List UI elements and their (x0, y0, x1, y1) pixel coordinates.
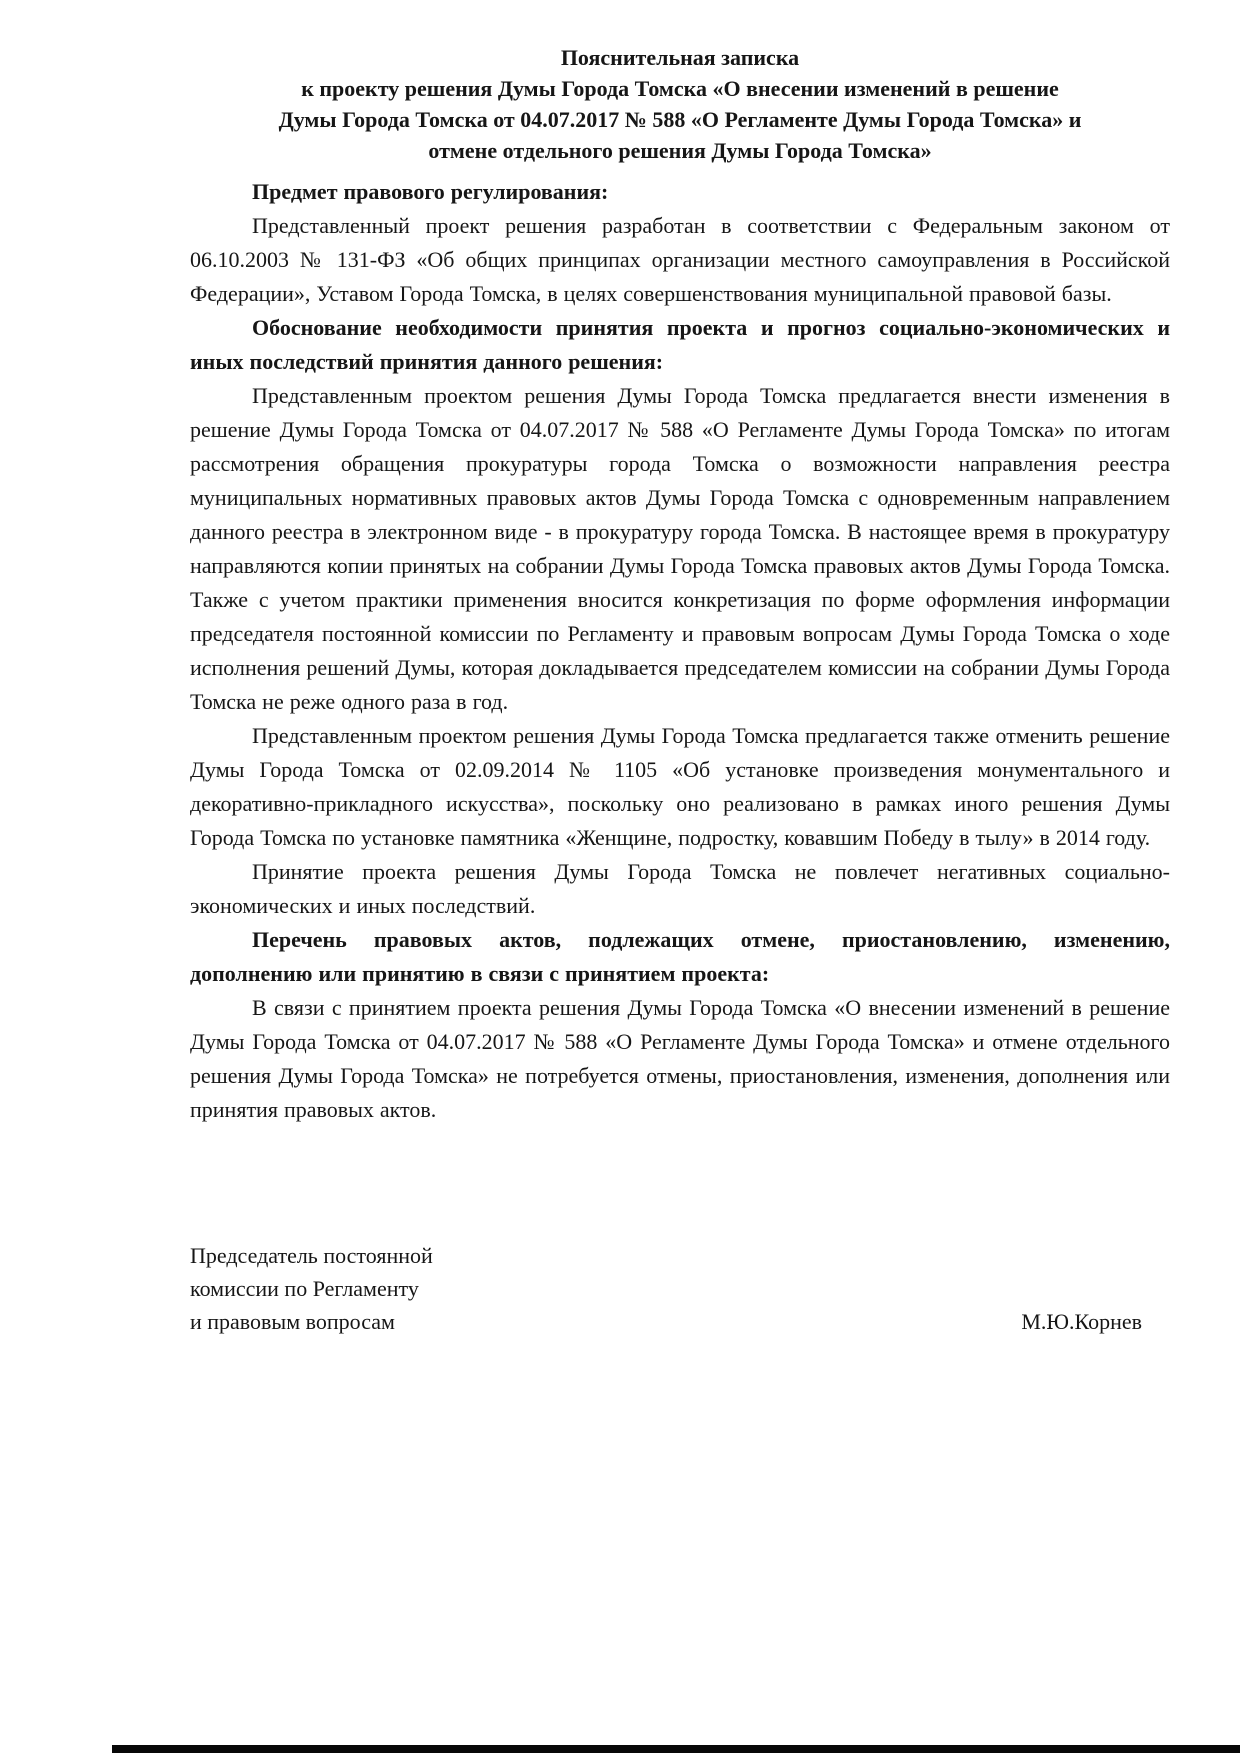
section-heading: Предмет правового регулирования: (252, 179, 609, 204)
paragraph: Принятие проекта решения Думы Города Томска не повлечет негативных социально-экономических и иных последствий. (190, 859, 1170, 918)
document-title-block (190, 42, 1170, 166)
signer-position-line: Председатель постоянной (190, 1243, 433, 1268)
document-title: Пояснительная записка (560, 45, 800, 70)
signer-position (190, 1239, 433, 1338)
signer-position-line: и правовым вопросам (190, 1309, 395, 1334)
section-heading: Перечень правовых актов, подлежащих отмене, приостановлению, изменению, дополнению или принятию в связи с принятием проекта: (190, 927, 1170, 986)
section-heading: Обоснование необходимости принятия проекта и прогноз социально-экономических и иных последствий принятия данного решения: (190, 315, 1170, 374)
document-body (190, 175, 1170, 1127)
paragraph: Представленный проект решения разработан в соответствии с Федеральным законом от 06.10.2003 № 131-ФЗ «Об общих принципах организации местного самоуправления в Российской Федерации», Уставом Города Томска, в целях совершенствования муниципальной правовой базы. (190, 213, 1170, 306)
signer-name: М.Ю.Корнев (1021, 1309, 1142, 1334)
paragraph: Представленным проектом решения Думы Города Томска предлагается внести изменения в решение Думы Города Томска от 04.07.2017 № 588 «О Регламенте Думы Города Томска» по итогам рассмотрения обращения прокуратуры города Томска о возможности направления реестра муниципальных нормативных правовых актов Думы Города Томска с одновременным направлением данного реестра в электронном виде - в прокуратуру города Томска. В настоящее время в прокуратуру направляются копии принятых на собрании Думы Города Томска правовых актов Думы Города Томска. Также с учетом практики применения вносится конкретизация по форме оформления информации председателя постоянной комиссии по Регламенту и правовым вопросам Думы Города Томска о ходе исполнения решений Думы, которая докладывается председателем комиссии на собрании Думы Города Томска не реже одного раза в год. (190, 383, 1170, 714)
document-subtitle-line: Думы Города Томска от 04.07.2017 № 588 «О Регламенте Думы Города Томска» и (278, 107, 1082, 132)
paragraph: Представленным проектом решения Думы Города Томска предлагается также отменить решение Думы Города Томска от 02.09.2014 № 1105 «Об установке произведения монументального и декоративно-прикладного искусства», поскольку оно реализовано в рамках иного решения Думы Города Томска по установке памятника «Женщине, подростку, ковавшим Победу в тылу» в 2014 году. (190, 723, 1170, 850)
signature-block (190, 1239, 1170, 1338)
signer-position-line: комиссии по Регламенту (190, 1276, 419, 1301)
paragraph: В связи с принятием проекта решения Думы Города Томска «О внесении изменений в решение Думы Города Томска от 04.07.2017 № 588 «О Регламенте Думы Города Томска» и отмене отдельного решения Думы Города Томска» не потребуется отмены, приостановления, изменения, дополнения или принятия правовых актов. (190, 995, 1170, 1122)
document-subtitle-line: отмене отдельного решения Думы Города Томска» (428, 138, 932, 163)
document-content (190, 0, 1170, 1338)
document-subtitle-line: к проекту решения Думы Города Томска «О внесении изменений в решение (301, 76, 1059, 101)
scan-edge-artifact (112, 1745, 1240, 1753)
